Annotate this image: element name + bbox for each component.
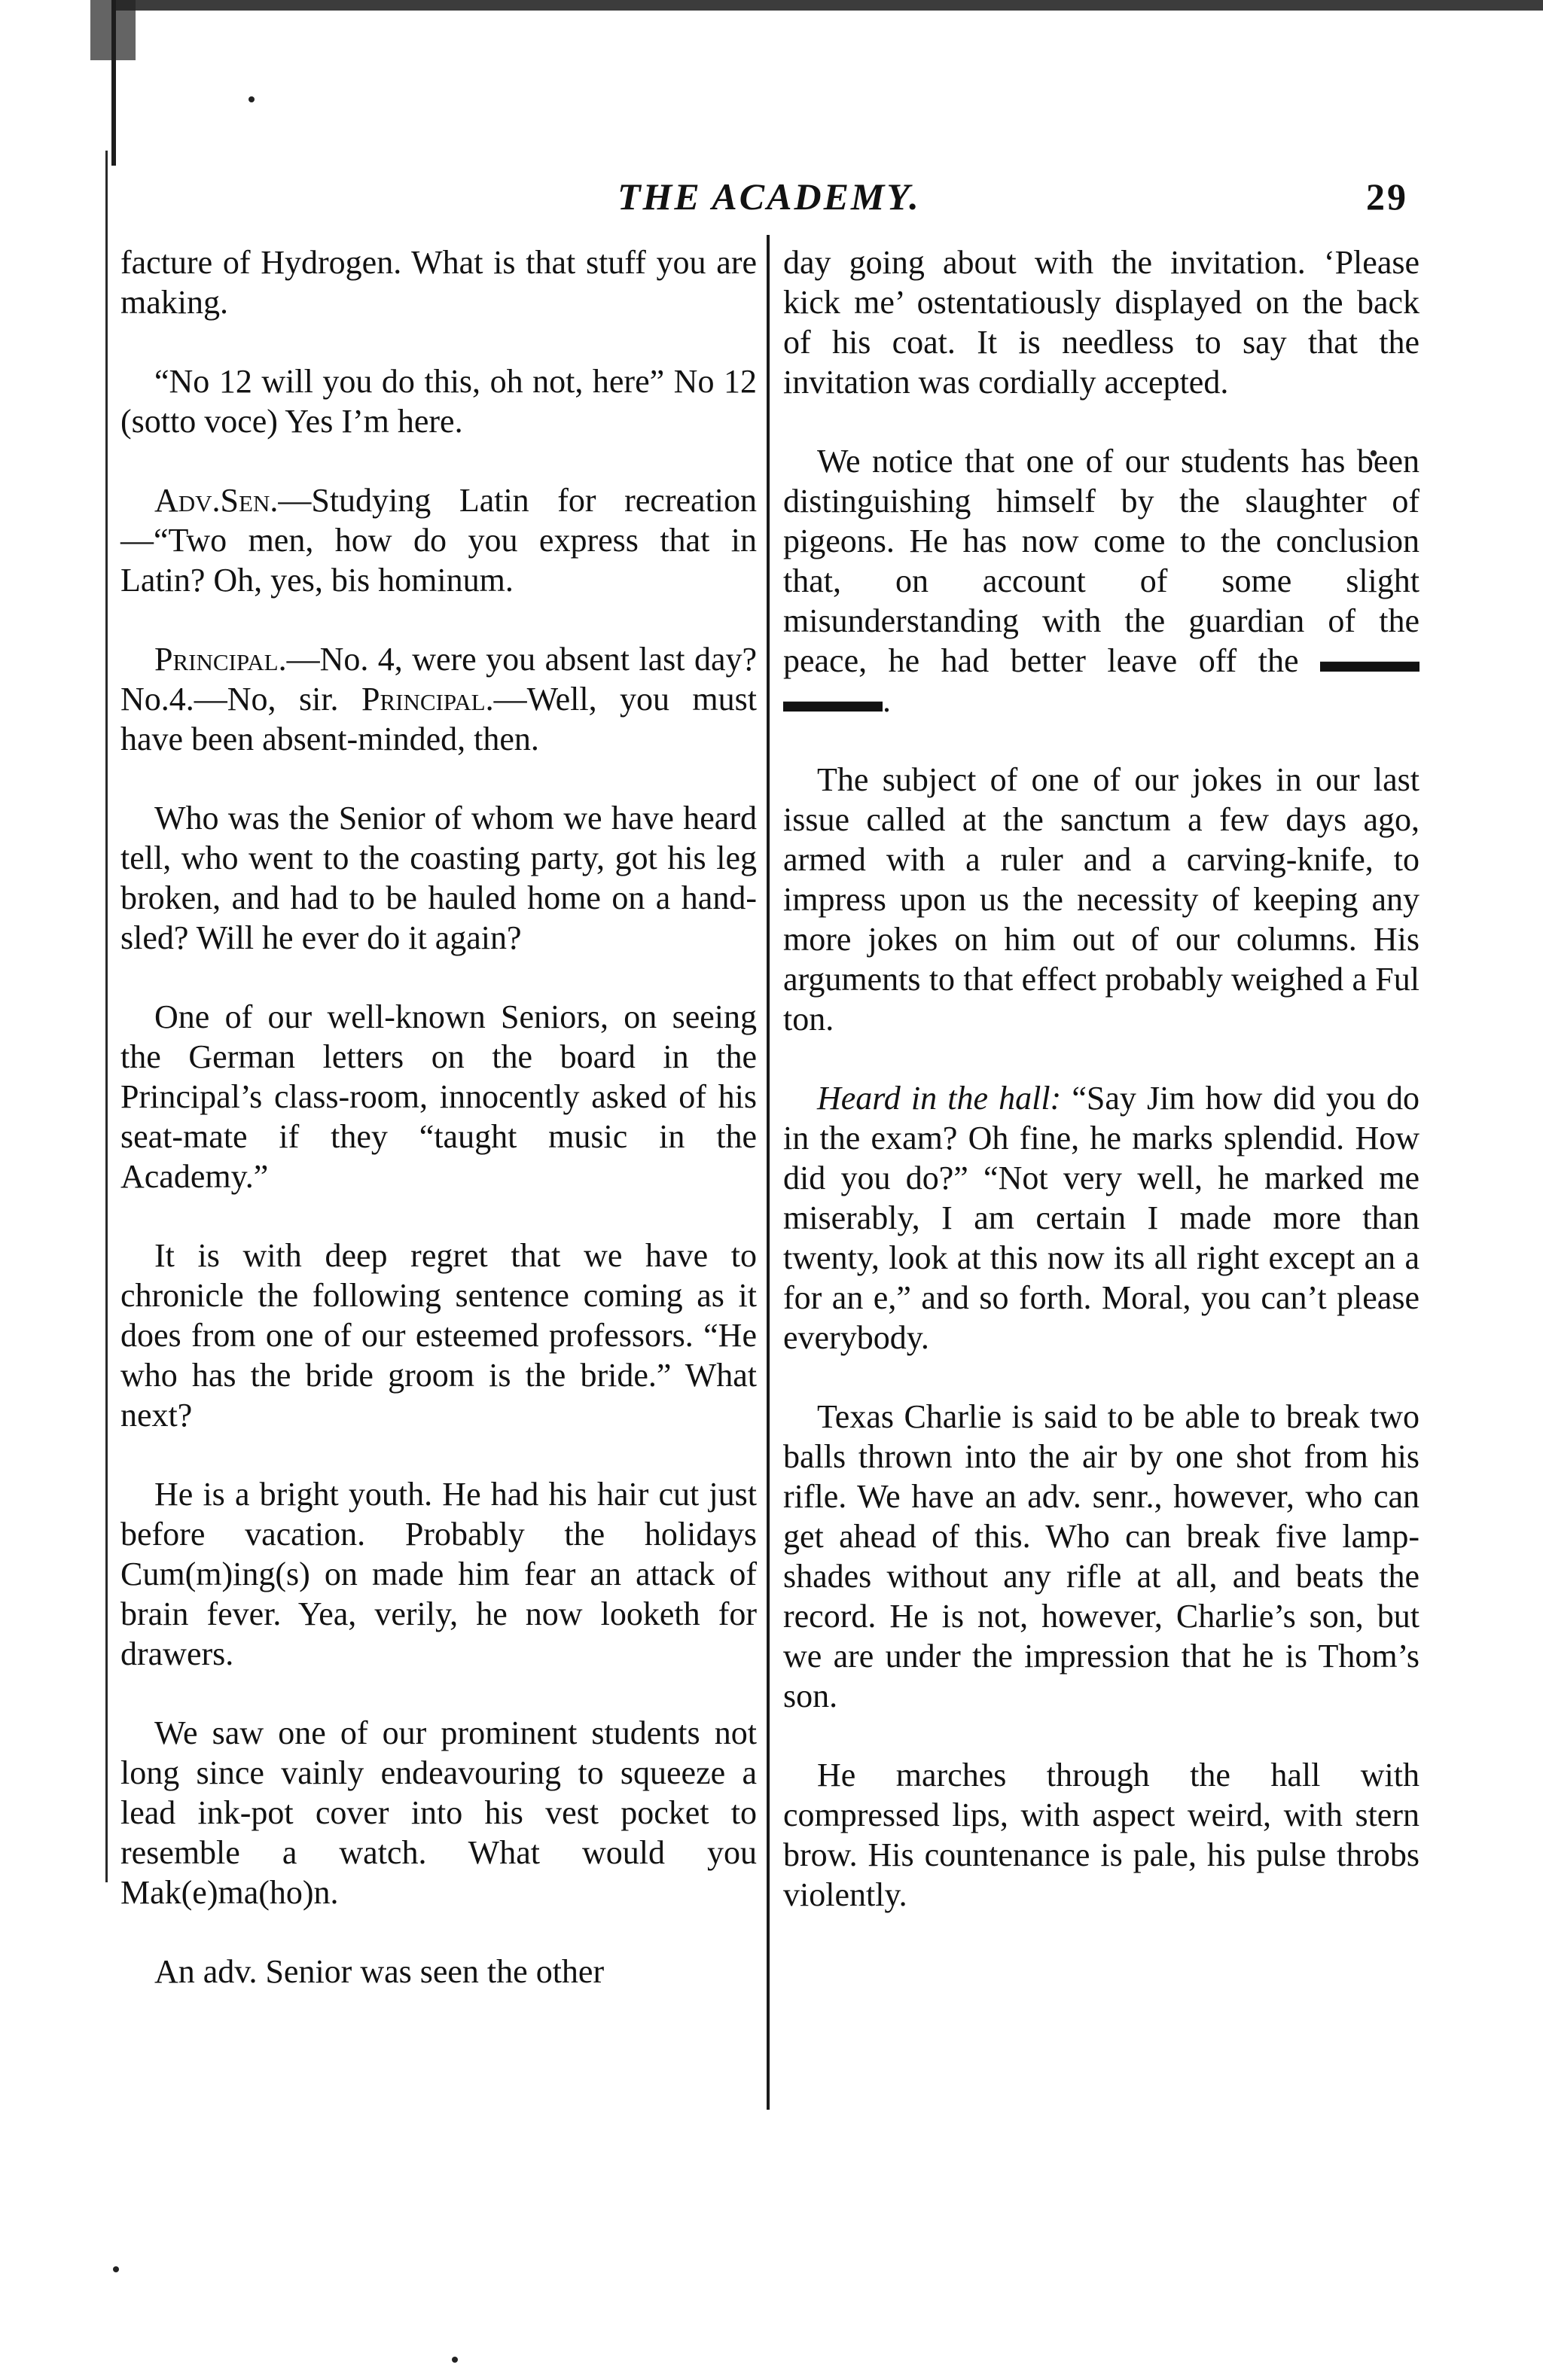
- paragraph-text: An adv. Senior was seen the other: [154, 1953, 605, 1990]
- paragraph-text: “Say Jim how did you do in the exam? Oh fine, he marks splendid. How did you do?” “Not very well, he marked me miserably, I am certain I made more than twenty, look at this now its all right except an a for an e,” and so forth. Moral, you can’t please everybody.: [783, 1080, 1420, 1356]
- paragraph: [120, 1713, 757, 1912]
- speaker-label: Heard in the hall:: [817, 1080, 1062, 1117]
- paragraph-text: “No 12 will you do this, oh not, here” No 12 (sotto voce) Yes I’m here.: [120, 363, 757, 440]
- paragraph: [120, 1474, 757, 1674]
- paragraph: [120, 242, 757, 322]
- scan-left-edge: [111, 0, 116, 166]
- speaker-label: Principal.: [361, 681, 494, 718]
- right-column: [783, 242, 1419, 1954]
- left-column: [120, 242, 757, 2031]
- paragraph-text: —Well, you must have been absent-minded, then.: [120, 681, 758, 757]
- paragraph: [783, 242, 1419, 402]
- paragraph-text: facture of Hydrogen. What is that stuff you are making.: [120, 244, 757, 321]
- paragraph: [783, 441, 1419, 721]
- header-title: THE ACADEMY.: [618, 175, 921, 218]
- scan-top-edge: [113, 0, 1543, 11]
- page-number: 29: [1366, 175, 1408, 218]
- running-header: [618, 175, 1408, 227]
- paragraph-text: —Studying Latin for recreation—“Two men, how do you express that in Latin? Oh, yes, bis hominum.: [120, 482, 757, 599]
- paragraph-text: We saw one of our prominent students not long since vainly endeavouring to squeeze a lead ink-pot cover into his vest pocket to resemble a watch. What would you Mak(e)ma(ho)n.: [120, 1714, 757, 1911]
- scan-speck: [249, 96, 255, 102]
- paragraph: [120, 798, 757, 958]
- paragraph-text: —No. 4, were you absent last day? No.4.—No, sir.: [120, 641, 757, 718]
- paragraph: [120, 1236, 757, 1435]
- paragraph-text: Who was the Senior of whom we have heard tell, who went to the coasting party, got his leg broken, and had to be hauled home on a hand-sled? Will he ever do it again?: [120, 800, 757, 956]
- paragraph-text: He marches through the hall with compressed lips, with aspect weird, with stern brow. His countenance is pale, his pulse throbs violently.: [783, 1757, 1419, 1913]
- paragraph-text: One of our well-known Seniors, on seeing the German letters on the board in the Principal’s class-room, innocently asked of his seat-mate if they “taught music in the Academy.”: [120, 998, 757, 1195]
- scan-speck: [113, 2266, 119, 2272]
- paragraph: [120, 639, 757, 759]
- paragraph: [120, 480, 757, 600]
- paragraph-text: We notice that one of our students has been distinguishing himself by the slaughter of pigeons. He has now come to the conclusion that, on account of some slight misunderstanding with the guardian of the peace, he had better leave off the ▬▬▬ ▬▬▬.: [783, 443, 1419, 719]
- paragraph-text: The subject of one of our jokes in our last issue called at the sanctum a few days ago, armed with a ruler and a carving-knife, to impress upon us the necessity of keeping any more jokes on him out of our columns. His arguments to that effect probably weighed a Ful ton.: [783, 761, 1419, 1038]
- paragraph: [783, 760, 1419, 1039]
- scan-binding-line: [105, 151, 108, 1882]
- paragraph-text: He is a bright youth. He had his hair cut just before vacation. Probably the holidays Cum(m)ing(s) on made him fear an attack of brain fever. Yea, verily, he now looketh for drawers.: [120, 1476, 757, 1672]
- paragraph-text: day going about with the invitation. ‘Please kick me’ ostentatiously displayed on the back of his coat. It is needless to say that the invitation was cordially accepted.: [783, 244, 1419, 401]
- paragraph-text: Texas Charlie is said to be able to break two balls thrown into the air by one shot from his rifle. We have an adv. senr., however, who can get ahead of this. Who can break five lamp-shades without any rifle at all, and beats the record. He is not, however, Charlie’s son, but we are under the impression that he is Thom’s son.: [783, 1398, 1419, 1714]
- paragraph-text: It is with deep regret that we have to chronicle the following sentence coming as it does from one of our esteemed professors. “He who has the bride groom is the bride.” What next?: [120, 1237, 757, 1434]
- paragraph: [120, 361, 757, 441]
- scan-speck: [452, 2357, 458, 2363]
- paragraph: [120, 997, 757, 1196]
- paragraph: [120, 1952, 757, 1991]
- paragraph: [783, 1755, 1419, 1915]
- paragraph: [783, 1397, 1419, 1716]
- speaker-label: Principal.: [154, 641, 287, 678]
- speaker-label: Adv.Sen.: [154, 482, 279, 519]
- column-divider: [767, 235, 770, 2110]
- paragraph: [783, 1078, 1419, 1358]
